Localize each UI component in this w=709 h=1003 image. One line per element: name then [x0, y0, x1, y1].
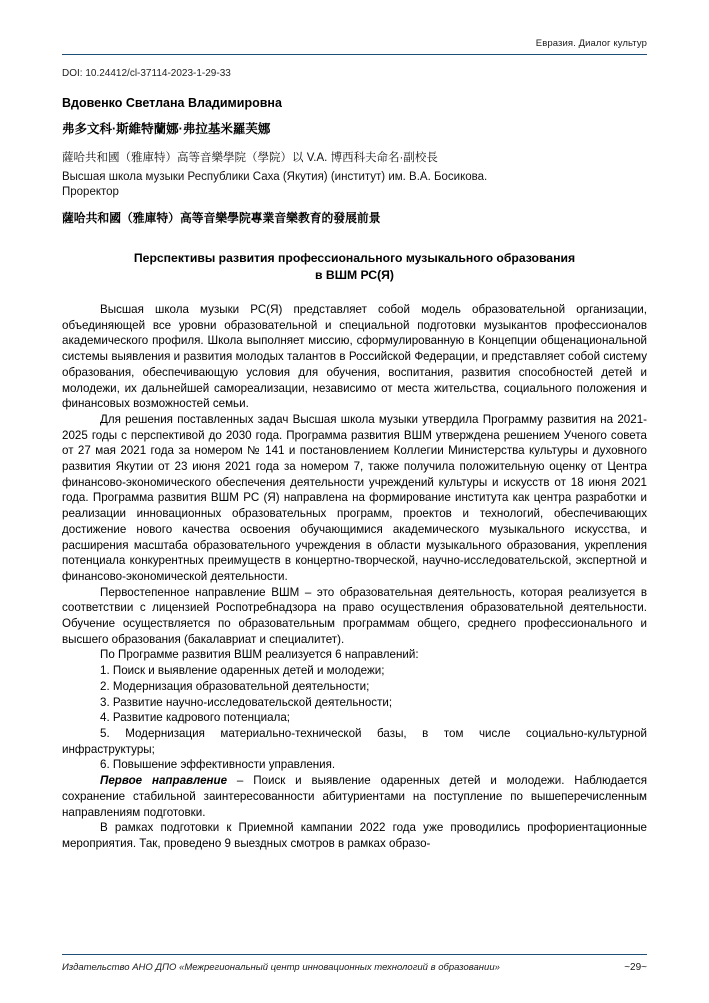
author-name-ru: Вдовенко Светлана Владимировна: [62, 96, 282, 110]
paragraph: По Программе развития ВШМ реализуется 6 направлений:: [100, 648, 419, 662]
affiliation-ru: [62, 170, 647, 200]
article-body: [62, 302, 647, 852]
list-item: 5. Модернизация материально-технической базы, в том числе социально-культурной инфраструктуры;: [62, 726, 647, 756]
article-title-cn: 薩哈共和國（雅庫特）高等音樂學院專業音樂教育的發展前景: [62, 211, 381, 226]
paragraph: Для решения поставленных задач Высшая школа музыки утвердила Программу развития на 2021-2025 годы с перспективой до 2030 года. Программа развития ВШМ утверждена решением Ученого совета от 27 мая 2021 года за номером № 141 и постановлением Коллегии Министерства культуры и духовного развития Якутии от 23 июня 2021 года за номером 7, также получила положительную оценку от Центра финансово-экономического обеспечения деятельности учреждений культуры и искусств от 18 июня 2021 года. Программа развития ВШМ РС (Я) направлена на формирование института как центра разработки и реализации инновационных образовательных программ, проектов и технологий, обеспечивающих достижение нового качества освоения обучающимися академического музыкального искусства, и расширения масштаба образовательного учреждения в области музыкального образования, укрепления потенциала конкурентных преимуществ в концертно-творческой, научно-исследовательской, экспертной и финансово-экономической деятельности.: [62, 412, 647, 583]
footer-page-number: ~29~: [624, 962, 647, 973]
list-item: 3. Развитие научно-исследовательской деятельности;: [100, 695, 393, 709]
author-name-cn: 弗多文科·斯維特蘭娜·弗拉基米羅芙娜: [62, 122, 271, 136]
footer-publisher: Издательство АНО ДПО «Межрегиональный центр инновационных технологий в образовании»: [62, 962, 500, 973]
running-head: Евразия. Диалог культур: [535, 38, 647, 49]
paragraph-first-direction: [62, 773, 647, 820]
list-item: 6. Повышение эффективности управления.: [100, 758, 336, 772]
list-item: 2. Модернизация образовательной деятельности;: [100, 679, 370, 693]
doi-line: DOI: 10.24412/cl-37114-2023-1-29-33: [62, 68, 231, 79]
paragraph: Первостепенное направление ВШМ – это образовательная деятельность, которая реализуется в соответствии с лицензией Роспотребнадзора на право осуществления образовательной деятельности. Обучение осуществляется по образовательным программам общего, среднего профессионального и высшего образования (бакалавриат и специалитет).: [62, 585, 647, 646]
list-item: 4. Развитие кадрового потенциала;: [100, 711, 291, 725]
list-item: 1. Поиск и выявление одаренных детей и молодежи;: [100, 664, 385, 678]
affiliation-ru-line2: Проректор: [62, 186, 119, 199]
article-title: [62, 250, 647, 284]
article-title-line1: Перспективы развития профессионального музыкального образования: [133, 251, 576, 266]
first-direction-lead: Первое направление: [100, 774, 228, 788]
affiliation-cn: 薩哈共和國（雅庫特）高等音樂學院（學院）以 V.A. 博西科夫命名·副校長: [62, 152, 438, 164]
first-direction-rest: – Поиск и выявление одаренных детей и молодежи. Наблюдается сохранение стабильной заинтересованности абитуриентами на поступление по вышеперечисленным направлениям подготовки.: [62, 774, 647, 819]
footer-divider: [62, 954, 647, 955]
header-divider: [62, 54, 647, 55]
paragraph: В рамках подготовки к Приемной кампании 2022 года уже проводились профориентационные мероприятия. Так, проведено 9 выездных смотров в рамках образо-: [62, 821, 647, 850]
page-footer: [62, 954, 647, 973]
article-title-line2: в ВШМ РС(Я): [315, 268, 394, 283]
affiliation-ru-line1: Высшая школа музыки Республики Саха (Якутия) (институт) им. В.А. Босикова.: [62, 171, 488, 183]
paragraph: Высшая школа музыки РС(Я) представляет собой модель образовательной организации, объединяющей все уровни образовательной и специальной подготовки музыкантов профессионалов академического профиля. Школа выполняет миссию, сформулированную в Концепции общенациональной системы выявления и развития молодых талантов в Российской Федерации, и представляет собой систему образования, обеспечивающую условия для обучения, воспитания, развития способностей детей и молодежи, их дальнейшей самореализации, независимо от места жительства, социального положения и финансовых возможностей семьи.: [62, 303, 647, 411]
